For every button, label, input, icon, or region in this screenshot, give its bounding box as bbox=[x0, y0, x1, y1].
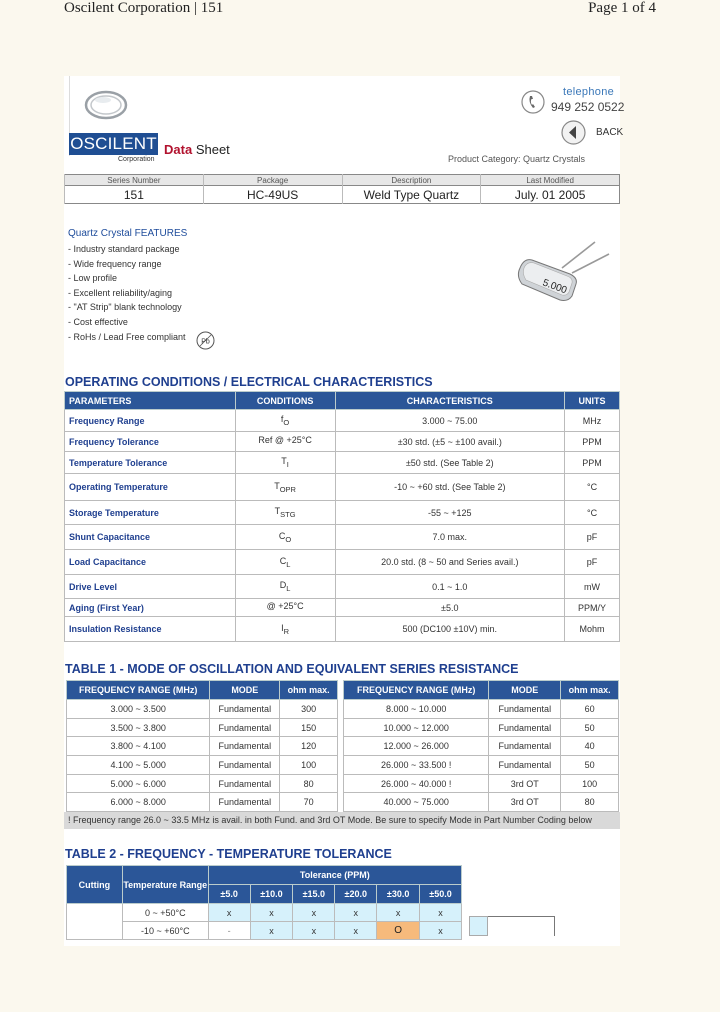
param-unit: pF bbox=[565, 525, 620, 550]
freq-range: 5.000 ~ 6.000 bbox=[67, 774, 210, 793]
condition-symbol: C bbox=[278, 530, 286, 541]
param-unit: MHz bbox=[565, 410, 620, 432]
param-name: Frequency Tolerance bbox=[65, 432, 236, 452]
tolerance-cell: x bbox=[208, 904, 250, 922]
table-row bbox=[67, 793, 338, 812]
condition-subscript: OPR bbox=[279, 484, 296, 494]
condition-symbol: D bbox=[279, 580, 287, 591]
table-row bbox=[67, 922, 462, 940]
feature-item: - Excellent reliability/aging bbox=[68, 287, 173, 298]
temp-range-header: Temperature Range bbox=[122, 866, 208, 904]
datasheet-title bbox=[164, 142, 230, 157]
condition-symbol: Ref @ +25°C bbox=[258, 435, 312, 446]
column-header: CONDITIONS bbox=[235, 392, 335, 410]
telephone-label: telephone bbox=[563, 86, 615, 98]
ohm-max: 80 bbox=[280, 774, 338, 793]
ohm-max: 300 bbox=[280, 700, 338, 719]
param-unit: mW bbox=[565, 575, 620, 599]
legend-frame bbox=[488, 916, 555, 936]
product-category: Product Category: Quartz Crystals bbox=[448, 154, 586, 164]
mode: Fundamental bbox=[210, 718, 280, 737]
param-name: Insulation Resistance bbox=[65, 617, 236, 642]
condition-symbol: T bbox=[274, 506, 281, 517]
param-characteristic: 500 (DC100 ±10V) min. bbox=[335, 617, 565, 642]
table2 bbox=[66, 865, 462, 940]
param-name: Aging (First Year) bbox=[65, 599, 236, 617]
table-row bbox=[344, 700, 619, 719]
ohm-max: 120 bbox=[280, 737, 338, 756]
mode: Fundamental bbox=[210, 793, 280, 812]
logo-corporation: Corporation bbox=[118, 156, 155, 163]
mode: Fundamental bbox=[210, 756, 280, 775]
param-characteristic: 3.000 ~ 75.00 bbox=[335, 410, 565, 432]
freq-range: 26.000 ~ 33.500 ! bbox=[344, 756, 489, 775]
table-row bbox=[65, 617, 620, 642]
freq-range: 12.000 ~ 26.000 bbox=[344, 737, 489, 756]
freq-range: 3.800 ~ 4.100 bbox=[67, 737, 210, 756]
freq-range: 3.500 ~ 3.800 bbox=[67, 718, 210, 737]
table-row bbox=[65, 575, 620, 599]
column-header: MODE bbox=[210, 681, 280, 700]
mode: 3rd OT bbox=[489, 793, 561, 812]
param-characteristic: -55 ~ +125 bbox=[335, 501, 565, 525]
tolerance-header: Tolerance (PPM) bbox=[208, 866, 461, 885]
param-characteristic: ±5.0 bbox=[335, 599, 565, 617]
param-condition bbox=[235, 474, 335, 501]
condition-subscript: L bbox=[286, 583, 291, 593]
table-row bbox=[67, 718, 338, 737]
freq-range: 3.000 ~ 3.500 bbox=[67, 700, 210, 719]
ohm-max: 50 bbox=[561, 756, 619, 775]
crystal-marking: 5.000 bbox=[540, 277, 569, 297]
electrical-table bbox=[64, 391, 620, 642]
param-name: Operating Temperature bbox=[65, 474, 236, 501]
param-characteristic: ±50 std. (See Table 2) bbox=[335, 452, 565, 474]
param-characteristic: ±30 std. (±5 ~ ±100 avail.) bbox=[335, 432, 565, 452]
freq-range: 8.000 ~ 10.000 bbox=[344, 700, 489, 719]
table-row bbox=[65, 501, 620, 525]
freq-range: 40.000 ~ 75.000 bbox=[344, 793, 489, 812]
summary-label: Last Modified bbox=[481, 175, 620, 186]
summary-label: Description bbox=[342, 175, 481, 186]
condition-symbol: @ +25°C bbox=[266, 601, 304, 612]
column-header: FREQUENCY RANGE (MHz) bbox=[344, 681, 489, 700]
table-row bbox=[67, 904, 462, 922]
mode: 3rd OT bbox=[489, 774, 561, 793]
param-condition bbox=[235, 617, 335, 642]
mode: Fundamental bbox=[489, 737, 561, 756]
condition-symbol: f bbox=[280, 414, 284, 425]
table1-right bbox=[343, 680, 619, 812]
column-header: CHARACTERISTICS bbox=[335, 392, 565, 410]
param-name: Frequency Range bbox=[65, 410, 236, 432]
param-condition bbox=[235, 452, 335, 474]
tolerance-cell: x bbox=[335, 922, 377, 940]
datasheet-word1: Data bbox=[164, 142, 193, 157]
feature-item: - Industry standard package bbox=[68, 244, 180, 254]
features-list bbox=[68, 242, 186, 344]
section-title-table2: TABLE 2 - FREQUENCY - TEMPERATURE TOLERANCE bbox=[65, 847, 392, 861]
param-name: Temperature Tolerance bbox=[65, 452, 236, 474]
summary-label: Series Number bbox=[65, 175, 204, 186]
package-value: HC-49US bbox=[203, 186, 342, 204]
condition-subscript: O bbox=[283, 417, 290, 427]
last-modified-value: July. 01 2005 bbox=[481, 186, 620, 204]
table-row bbox=[344, 737, 619, 756]
logo-ring-icon bbox=[83, 88, 129, 124]
table-row bbox=[67, 700, 338, 719]
param-name: Storage Temperature bbox=[65, 501, 236, 525]
feature-item: - Wide frequency range bbox=[68, 258, 162, 269]
temp-range: -10 ~ +60°C bbox=[122, 922, 208, 940]
table-row bbox=[65, 550, 620, 575]
tolerance-cell: x bbox=[420, 922, 462, 940]
param-condition bbox=[235, 432, 335, 452]
table1-left bbox=[66, 680, 338, 812]
condition-subscript: L bbox=[286, 559, 291, 569]
param-characteristic: 0.1 ~ 1.0 bbox=[335, 575, 565, 599]
back-button[interactable]: BACK bbox=[596, 127, 624, 138]
crystal-image bbox=[512, 240, 612, 312]
tolerance-col: ±20.0 bbox=[335, 885, 377, 904]
table-row bbox=[344, 774, 619, 793]
param-condition bbox=[235, 501, 335, 525]
param-condition bbox=[235, 599, 335, 617]
ohm-max: 100 bbox=[561, 774, 619, 793]
temp-range: 0 ~ +50°C bbox=[122, 904, 208, 922]
summary-label: Package bbox=[203, 175, 342, 186]
cutting-header: Cutting bbox=[67, 866, 123, 904]
feature-item: - "AT Strip" blank technology bbox=[68, 302, 182, 313]
phone-icon[interactable] bbox=[521, 89, 545, 115]
param-unit: PPM bbox=[565, 452, 620, 474]
param-characteristic: 20.0 std. (8 ~ 50 and Series avail.) bbox=[335, 550, 565, 575]
table-row bbox=[65, 599, 620, 617]
tolerance-cell: x bbox=[293, 904, 335, 922]
mode: Fundamental bbox=[210, 700, 280, 719]
mode: Fundamental bbox=[489, 756, 561, 775]
column-header: UNITS bbox=[565, 392, 620, 410]
condition-symbol: I bbox=[281, 622, 284, 633]
ohm-max: 50 bbox=[561, 718, 619, 737]
param-unit: PPM bbox=[565, 432, 620, 452]
page-indicator: Page 1 of 4 bbox=[588, 0, 656, 16]
tolerance-col: ±5.0 bbox=[208, 885, 250, 904]
tolerance-col: ±10.0 bbox=[250, 885, 293, 904]
param-unit: Mohm bbox=[565, 617, 620, 642]
ohm-max: 80 bbox=[561, 793, 619, 812]
tolerance-cell: x bbox=[293, 922, 335, 940]
table-row bbox=[67, 774, 338, 793]
logo-brand[interactable]: OSCILENT bbox=[70, 134, 157, 153]
feature-item: - Cost effective bbox=[68, 316, 128, 327]
param-unit: PPM/Y bbox=[565, 599, 620, 617]
condition-symbol: T bbox=[274, 480, 280, 491]
param-name: Shunt Capacitance bbox=[65, 525, 236, 550]
condition-symbol: C bbox=[279, 555, 287, 566]
freq-range: 6.000 ~ 8.000 bbox=[67, 793, 210, 812]
table-row bbox=[67, 737, 338, 756]
condition-symbol: T bbox=[281, 456, 287, 467]
tolerance-cell: x bbox=[420, 904, 462, 922]
series-number-value: 151 bbox=[65, 186, 204, 204]
feature-item: - RoHs / Lead Free compliant bbox=[68, 331, 186, 342]
tolerance-cell: x bbox=[250, 922, 293, 940]
table1-footnote: ! Frequency range 26.0 ~ 33.5 MHz is avail. in both Fund. and 3rd OT Mode. Be sure to specify Mode in Part Number Coding below bbox=[64, 812, 620, 829]
freq-range: 10.000 ~ 12.000 bbox=[344, 718, 489, 737]
lead-free-icon bbox=[196, 331, 215, 350]
param-condition bbox=[235, 410, 335, 432]
table-row bbox=[344, 793, 619, 812]
tolerance-cell-standard: O bbox=[377, 922, 420, 940]
features-title: Quartz Crystal FEATURES bbox=[68, 228, 188, 239]
condition-subscript: I bbox=[286, 459, 289, 469]
tolerance-col: ±30.0 bbox=[377, 885, 420, 904]
back-arrow-icon[interactable] bbox=[561, 120, 586, 145]
column-header: MODE bbox=[489, 681, 561, 700]
table-row bbox=[65, 452, 620, 474]
telephone-number[interactable]: 949 252 0522 bbox=[551, 100, 625, 114]
freq-range: 26.000 ~ 40.000 ! bbox=[344, 774, 489, 793]
table-row bbox=[67, 756, 338, 775]
description-value: Weld Type Quartz bbox=[342, 186, 481, 204]
param-characteristic: 7.0 max. bbox=[335, 525, 565, 550]
datasheet-word2: Sheet bbox=[195, 142, 230, 157]
mode: Fundamental bbox=[489, 718, 561, 737]
param-name: Drive Level bbox=[65, 575, 236, 599]
tolerance-cell: x bbox=[335, 904, 377, 922]
lead-free-symbol: Pb bbox=[201, 338, 210, 346]
param-unit: °C bbox=[565, 501, 620, 525]
legend-swatch bbox=[469, 916, 488, 936]
ohm-max: 40 bbox=[561, 737, 619, 756]
freq-range: 4.100 ~ 5.000 bbox=[67, 756, 210, 775]
tolerance-cell: - bbox=[208, 922, 250, 940]
section-title-operating: OPERATING CONDITIONS / ELECTRICAL CHARACTERISTICS bbox=[65, 375, 433, 389]
param-unit: °C bbox=[565, 474, 620, 501]
condition-subscript: R bbox=[283, 626, 290, 636]
tolerance-cell: x bbox=[377, 904, 420, 922]
ohm-max: 60 bbox=[561, 700, 619, 719]
param-unit: pF bbox=[565, 550, 620, 575]
table-row bbox=[65, 474, 620, 501]
param-condition bbox=[235, 575, 335, 599]
ohm-max: 70 bbox=[280, 793, 338, 812]
feature-item: - Low profile bbox=[68, 273, 118, 284]
tolerance-cell: x bbox=[250, 904, 293, 922]
cutting-cell bbox=[67, 904, 123, 940]
tolerance-col: ±15.0 bbox=[293, 885, 335, 904]
mode: Fundamental bbox=[210, 737, 280, 756]
table-row bbox=[344, 756, 619, 775]
table-row bbox=[65, 432, 620, 452]
mode: Fundamental bbox=[210, 774, 280, 793]
condition-subscript: STG bbox=[280, 509, 296, 519]
column-header: FREQUENCY RANGE (MHz) bbox=[67, 681, 210, 700]
column-header: ohm max. bbox=[561, 681, 619, 700]
table-row bbox=[344, 718, 619, 737]
table-row bbox=[65, 525, 620, 550]
condition-subscript: O bbox=[285, 534, 292, 544]
header-title: Oscilent Corporation | 151 bbox=[64, 0, 224, 16]
column-header: PARAMETERS bbox=[65, 392, 236, 410]
ohm-max: 100 bbox=[280, 756, 338, 775]
param-condition bbox=[235, 525, 335, 550]
ohm-max: 150 bbox=[280, 718, 338, 737]
param-name: Load Capacitance bbox=[65, 550, 236, 575]
section-title-table1: TABLE 1 - MODE OF OSCILLATION AND EQUIVALENT SERIES RESISTANCE bbox=[65, 662, 519, 676]
param-characteristic: -10 ~ +60 std. (See Table 2) bbox=[335, 474, 565, 501]
param-condition bbox=[235, 550, 335, 575]
tolerance-col: ±50.0 bbox=[420, 885, 462, 904]
mode: Fundamental bbox=[489, 700, 561, 719]
summary-table bbox=[64, 174, 620, 204]
table-row bbox=[65, 410, 620, 432]
column-header: ohm max. bbox=[280, 681, 338, 700]
